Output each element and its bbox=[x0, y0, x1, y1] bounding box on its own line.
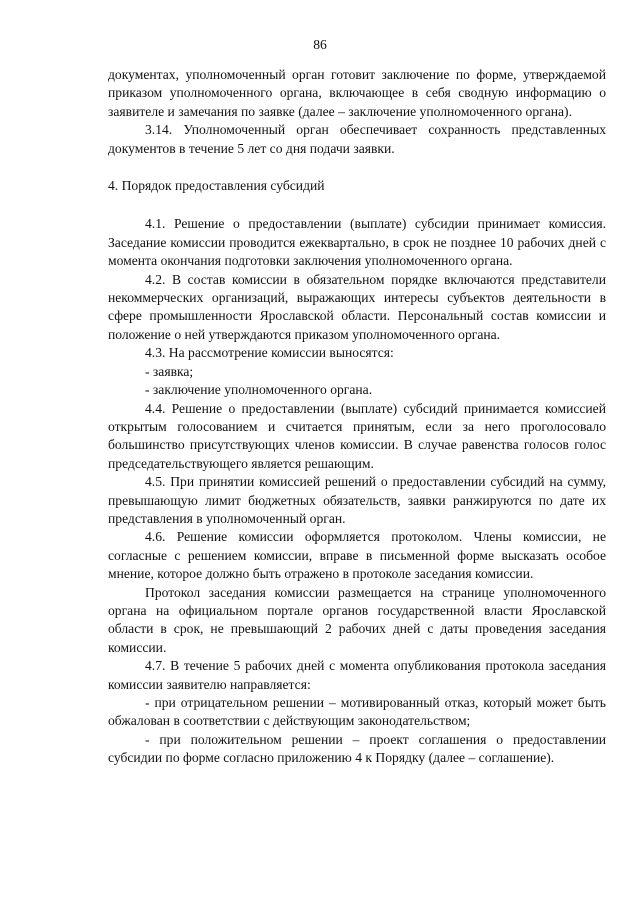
paragraph-4-4: 4.4. Решение о предоставлении (выплате) субсидий принимается комиссией открытым голосованием и считается принятым, если за него проголосовало большинство присутствующих членов комиссии. В случае равенства голосов голос председательствующего является решающим. bbox=[108, 400, 606, 471]
list-item-application: - заявка; bbox=[145, 363, 194, 379]
section-heading: 4. Порядок предоставления субсидий bbox=[108, 178, 325, 194]
paragraph-3-14: 3.14. Уполномоченный орган обеспечивает сохранность представленных документов в течение 5 лет со дня подачи заявки. bbox=[108, 122, 606, 156]
list-item-conclusion: - заключение уполномоченного органа. bbox=[145, 382, 373, 398]
page-number: 86 bbox=[313, 37, 327, 52]
paragraph-4-1: 4.1. Решение о предоставлении (выплате) субсидии принимает комиссия. Заседание комиссии проводится ежеквартально, в срок не позднее 10 рабочих дней с момента окончания подготовки заключения уполномоченного органа. bbox=[108, 216, 606, 269]
paragraph-4-7: 4.7. В течение 5 рабочих дней с момента опубликования протокола заседания комиссии заявителю направляется: bbox=[108, 658, 606, 692]
list-item-negative: - при отрицательном решении – мотивированный отказ, который может быть обжалован в соответствии с действующим законодательством; bbox=[108, 695, 606, 729]
list-item-positive: - при положительном решении – проект соглашения о предоставлении субсидии по форме согласно приложению 4 к Порядку (далее – соглашение). bbox=[108, 731, 606, 766]
paragraph-intro: документах, уполномоченный орган готовит заключение по форме, утверждаемой приказом уполномоченного органа, включающее в себя сводную информацию о заявителе и замечания по заявке (далее – заключение уполномоченного органа). bbox=[108, 67, 606, 119]
paragraph-4-3: 4.3. На рассмотрение комиссии выносятся: bbox=[145, 345, 394, 361]
document-body bbox=[108, 66, 606, 768]
paragraph-protocol: Протокол заседания комиссии размещается на странице уполномоченного органа на официальном портале органов государственной власти Ярославской области в срок, не превышающий 2 рабочих дней с даты проведения заседания комиссии. bbox=[108, 584, 606, 655]
paragraph-4-6: 4.6. Решение комиссии оформляется протоколом. Члены комиссии, не согласные с решением комиссии, вправе в письменной форме высказать особое мнение, которое должно быть отражено в протоколе заседания комиссии. bbox=[108, 529, 606, 582]
paragraph-4-2: 4.2. В состав комиссии в обязательном порядке включаются представители некоммерческих организаций, выражающих интересы субъектов деятельности в сфере промышленности Ярославской области. Персональный состав комиссии и положение о ней утверждаются приказом уполномоченного органа. bbox=[108, 271, 606, 342]
paragraph-4-5: 4.5. При принятии комиссией решений о предоставлении субсидий на сумму, превышающую лимит бюджетных обязательств, заявки ранжируются по дате их представления в уполномоченный орган. bbox=[108, 474, 606, 526]
